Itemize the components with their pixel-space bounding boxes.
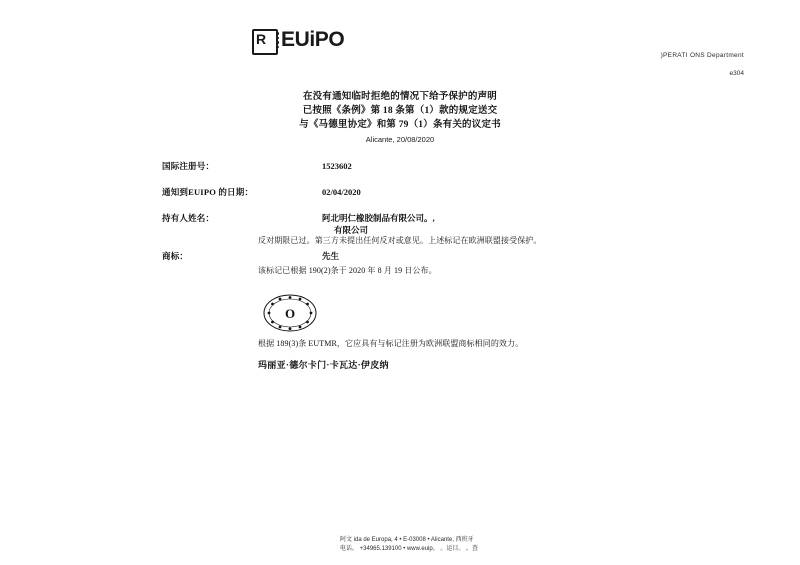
euipo-header bbox=[252, 28, 344, 52]
paragraph-publication: 该标记已根据 190(2)条于 2020 年 8 月 19 日公布。 bbox=[258, 266, 437, 275]
place-and-date: Alicante, 20/08/2020 bbox=[365, 135, 435, 144]
svg-text:O: O bbox=[284, 306, 296, 321]
logo-dots bbox=[276, 32, 280, 48]
document-code: e304 bbox=[729, 70, 744, 77]
holder-name-line-2: 有限公司 bbox=[334, 225, 369, 235]
euipo-logo-icon bbox=[252, 29, 274, 51]
field-value-registration-number: 1523602 bbox=[322, 161, 352, 171]
field-row bbox=[0, 250, 800, 262]
signature-name: 玛丽亚·德尔卡门·卡瓦达·伊皮纳 bbox=[258, 360, 389, 370]
field-label-holder-name: 持有人姓名： bbox=[162, 213, 215, 223]
field-label-notification-date: 通知到EUIPO 的日期： bbox=[162, 187, 254, 197]
field-row bbox=[0, 186, 800, 198]
department-label: )PERATI ONS Department bbox=[660, 52, 744, 59]
footer-address bbox=[340, 536, 478, 554]
title-line-2: 已按照《条例》第 18 条第（1）款的规定送交 bbox=[302, 106, 498, 116]
footer-line-1: 阿文 ida de Europa, 4 • E-03008 • Alicante, 西班牙 bbox=[340, 537, 474, 543]
field-value-trademark: 先生 bbox=[322, 251, 340, 261]
document-title bbox=[0, 90, 800, 132]
field-label-trademark: 商标： bbox=[162, 251, 189, 261]
title-line-3: 与《马德里协定》和第 79（1）条有关的议定书 bbox=[299, 120, 501, 130]
field-list bbox=[0, 160, 800, 276]
field-row bbox=[0, 212, 800, 236]
euipo-logo-text: EUiPO bbox=[281, 28, 345, 51]
paragraph-opposition-status: 反对期限已过。第三方未提出任何反对或意见。上述标记在欧洲联盟接受保护。 bbox=[258, 236, 542, 245]
field-value-holder-name bbox=[300, 212, 800, 236]
field-label-registration-number: 国际注册号： bbox=[162, 161, 215, 171]
field-value-notification-date: 02/04/2020 bbox=[322, 187, 361, 197]
field-row bbox=[0, 160, 800, 172]
logo-letter-r: R bbox=[256, 31, 267, 47]
holder-name-line-1: 阿北明仁橡胶制品有限公司。, bbox=[322, 213, 435, 223]
paragraph-effect: 根据 189(3)条 EUTMR，它应具有与标记注册为欧洲联盟商标相同的效力。 bbox=[258, 339, 524, 348]
footer-line-2: 电话。 +34965.139100 • www.euip。 。运目。 。查 bbox=[340, 546, 478, 552]
title-line-1: 在没有通知临时拒绝的情况下给予保护的声明 bbox=[302, 92, 497, 102]
eu-stars-seal-icon bbox=[262, 293, 318, 333]
